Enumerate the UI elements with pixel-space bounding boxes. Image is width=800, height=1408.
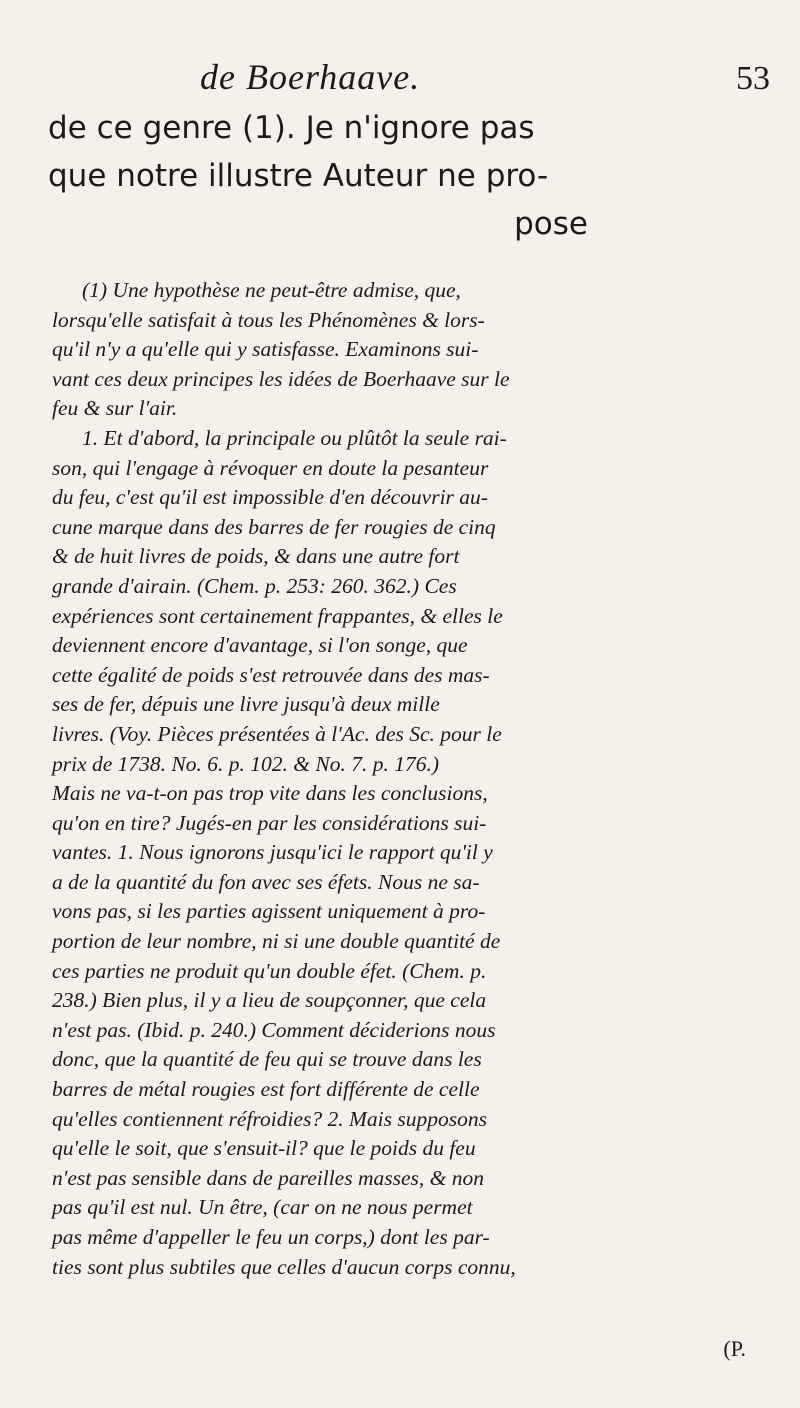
footnote-line: livres. (Voy. Pièces présentées à l'Ac. des Sc. pour le — [52, 721, 502, 746]
footnote-line: Mais ne va-t-on pas trop vite dans les conclusions, — [52, 781, 488, 806]
footnote-line: qu'elle le soit, que s'ensuit-il? que le poids du feu — [52, 1136, 476, 1161]
footnote-line: grande d'airain. (Chem. p. 253: 260. 362.) Ces — [52, 573, 457, 598]
footnote-line: vantes. 1. Nous ignorons jusqu'ici le rapport qu'il y — [52, 840, 493, 865]
main-text — [48, 104, 778, 248]
footnote-line: barres de métal rougies est fort différente de celle — [52, 1077, 480, 1102]
page-number: 53 — [736, 60, 770, 97]
footnote-line: vons pas, si les parties agissent uniquement à pro- — [52, 899, 486, 924]
footnote-line: a de la quantité du fon avec ses éfets. Nous ne sa- — [52, 869, 480, 894]
footnote-line: qu'on en tire? Jugés-en par les considérations sui- — [52, 810, 487, 835]
catchword: (P. — [723, 1336, 746, 1361]
footnote-line: feu & sur l'air. — [52, 396, 178, 421]
footnote-line: portion de leur nombre, ni si une double quantité de — [52, 929, 501, 954]
footnote-line: deviennent encore d'avantage, si l'on songe, que — [52, 633, 468, 658]
footnote-line: qu'elles contiennent réfroidies? 2. Mais supposons — [52, 1106, 487, 1131]
page-header — [160, 56, 780, 98]
footnote-line: n'est pas. (Ibid. p. 240.) Comment déciderions nous — [52, 1017, 496, 1042]
footnote-line: prix de 1738. No. 6. p. 102. & No. 7. p. 176.) — [52, 751, 439, 776]
footnote-line: lorsqu'elle satisfait à tous les Phénomènes & lors- — [52, 307, 485, 332]
footnote-line: ties sont plus subtiles que celles d'aucun corps connu, — [52, 1254, 516, 1279]
text-line: de ce genre (1). Je n'ignore pas — [48, 110, 535, 146]
text-line: que notre illustre Auteur ne pro- — [48, 158, 549, 194]
footnote-line: donc, que la quantité de feu qui se trouve dans les — [52, 1047, 482, 1072]
footnote-line: (1) Une hypothèse ne peut-être admise, que, — [82, 278, 461, 302]
footnote-line: 238.) Bien plus, il y a lieu de soupçonner, que cela — [52, 988, 487, 1013]
footnote — [52, 276, 782, 1282]
footnote-line: cune marque dans des barres de fer rougies de cinq — [52, 514, 496, 539]
footnote-line: ses de fer, dépuis une livre jusqu'à deux mille — [52, 692, 440, 717]
footnote-line: vant ces deux principes les idées de Boerhaave sur le — [52, 366, 510, 391]
footnote-line: son, qui l'engage à révoquer en doute la pesanteur — [52, 455, 489, 480]
footnote-line: & de huit livres de poids, & dans une autre fort — [52, 544, 460, 569]
footnote-line: pas qu'il est nul. Un être, (car on ne nous permet — [52, 1195, 473, 1220]
footnote-line: qu'il n'y a qu'elle qui y satisfasse. Examinons sui- — [52, 337, 479, 362]
footnote-line: ces parties ne produit qu'un double éfet. (Chem. p. — [52, 958, 487, 983]
footnote-line: cette égalité de poids s'est retrouvée dans des mas- — [52, 662, 490, 687]
footnote-line: n'est pas sensible dans de pareilles masses, & non — [52, 1165, 484, 1190]
text-line: pose — [514, 206, 588, 242]
footnote-line: pas même d'appeller le feu un corps,) dont les par- — [52, 1225, 490, 1249]
footnote-line: 1. Et d'abord, la principale ou plûtôt la seule rai- — [82, 425, 507, 450]
running-head: de Boerhaave. — [200, 57, 421, 97]
footnote-line: expériences sont certainement frappantes, & elles le — [52, 603, 503, 628]
footnote-line: du feu, c'est qu'il est impossible d'en découvrir au- — [52, 485, 488, 510]
